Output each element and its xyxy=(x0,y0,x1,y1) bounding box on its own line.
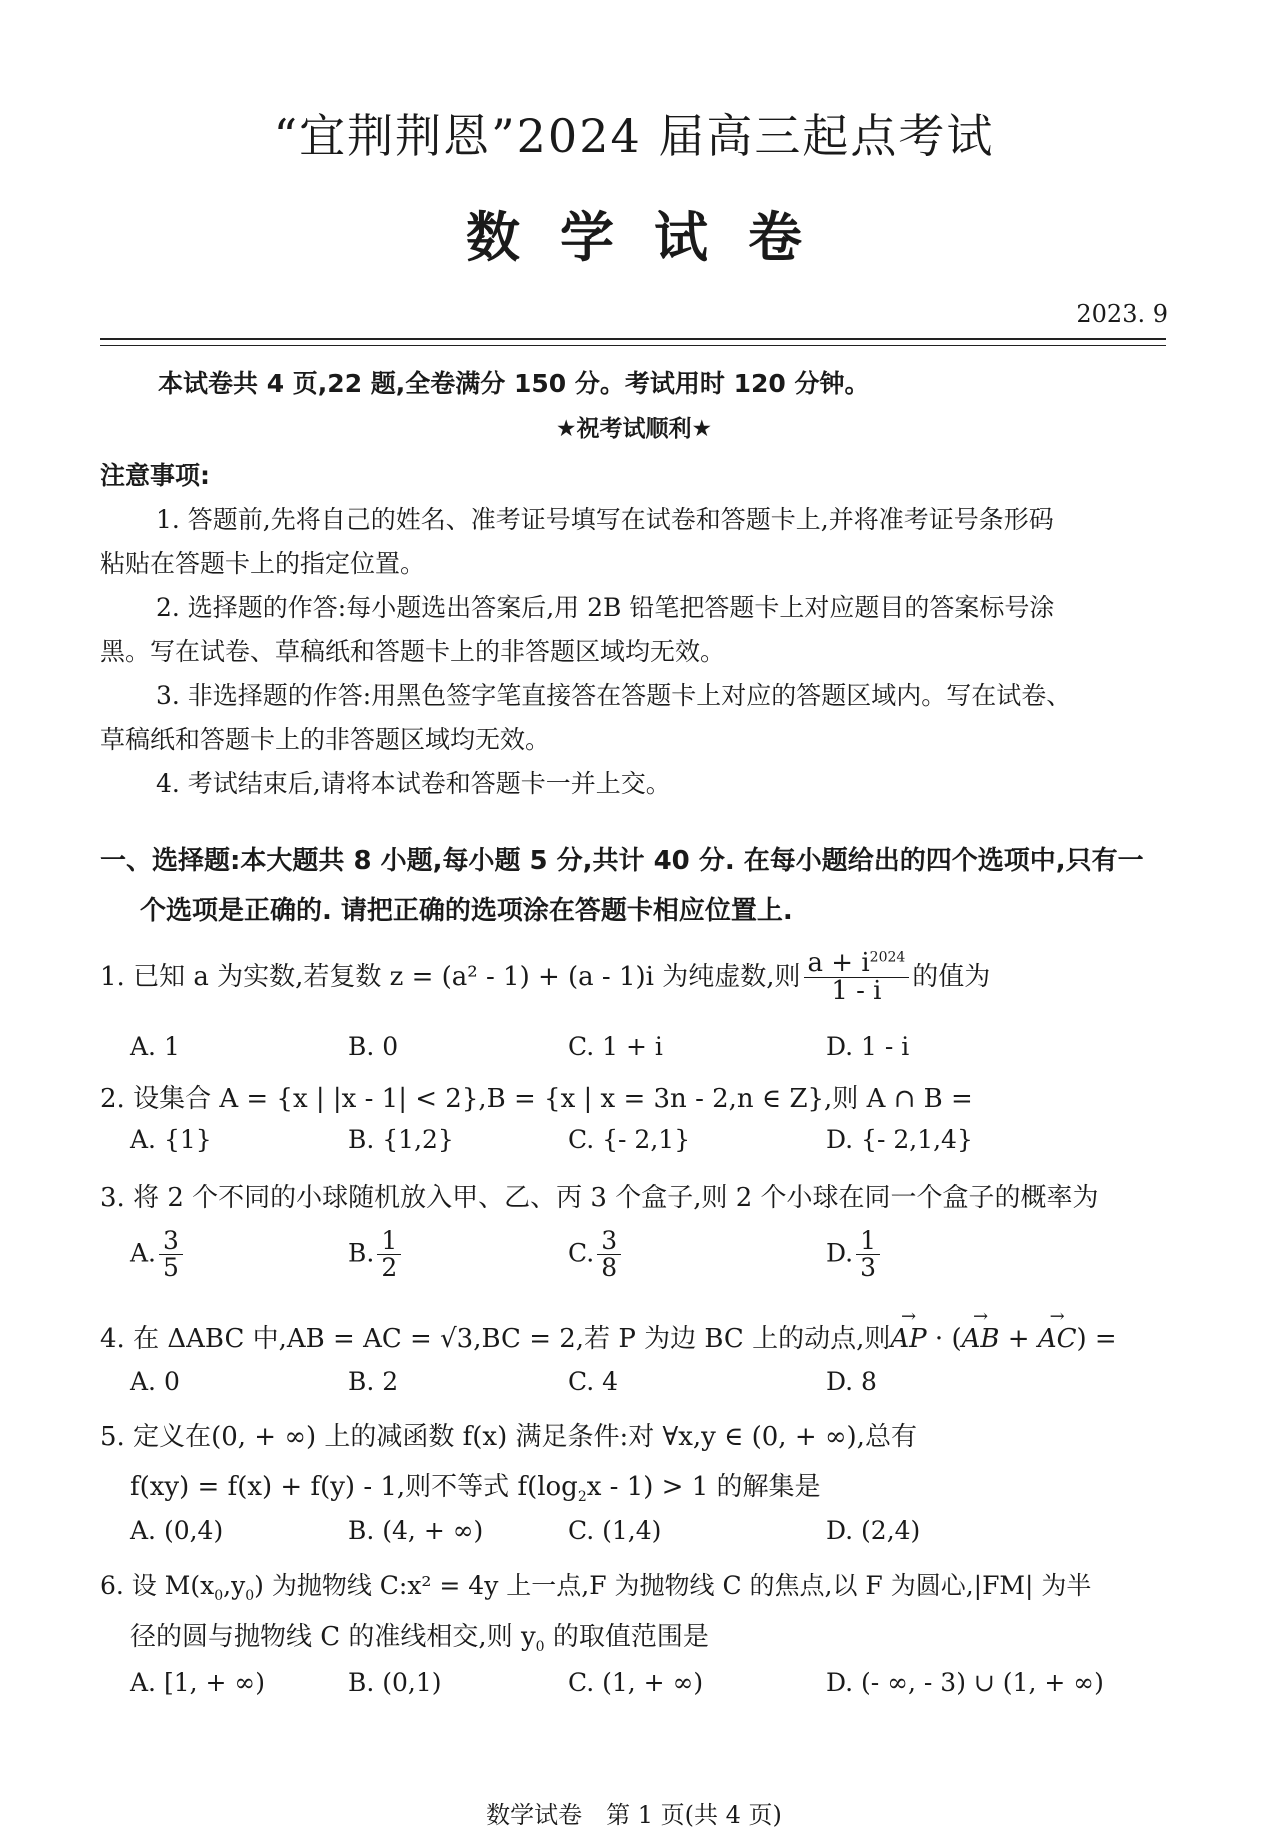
q4-stem-end: ) = xyxy=(1076,1324,1117,1354)
q5-option-b: B. (4, + ∞) xyxy=(348,1516,484,1545)
q4-vector-ap: → AP xyxy=(890,1324,926,1354)
section-heading: 一、选择题:本大题共 8 小题,每小题 5 分,共计 40 分. 在每小题给出的四个选项中,只有一 xyxy=(100,846,1144,876)
exam-date: 2023. 9 xyxy=(1076,300,1168,328)
q4-vector-ac: → AC xyxy=(1038,1324,1077,1354)
q3-option-c-num: 3 xyxy=(597,1228,621,1255)
exam-title: “宜荆荆恩”2024 届高三起点考试 xyxy=(273,109,995,163)
q5-option-a: A. (0,4) xyxy=(130,1516,224,1545)
q3-option-b-den: 2 xyxy=(381,1253,398,1283)
q6-sub-2: 0 xyxy=(245,1588,255,1604)
q3-option-a-label: A. xyxy=(130,1238,157,1268)
q4-option-a: A. 0 xyxy=(130,1367,180,1396)
q6-cont-b: 的取值范围是 xyxy=(544,1622,709,1652)
q3-option-d-num: 1 xyxy=(856,1228,880,1255)
question-2: 2. 设集合 A = {x | |x - 1| < 2},B = {x | x = 3n - 2,n ∈ Z},则 A ∩ B = xyxy=(100,1084,973,1114)
question-5-cont xyxy=(130,1466,821,1505)
notice-item-1: 1. 答题前,先将自己的姓名、准考证号填写在试卷和答题卡上,并将准考证号条形码 xyxy=(156,505,1054,534)
q4-option-b: B. 2 xyxy=(348,1367,399,1396)
q5-cont-b: x - 1) > 1 的解集是 xyxy=(586,1472,821,1502)
q3-option-a-num: 3 xyxy=(159,1228,183,1255)
q5-option-c: C. (1,4) xyxy=(568,1516,662,1545)
q6-cont-a: 径的圆与抛物线 C 的准线相交,则 y xyxy=(130,1622,536,1652)
q6-option-a: A. [1, + ∞) xyxy=(130,1668,265,1697)
notice-item-4: 4. 考试结束后,请将本试卷和答题卡一并上交。 xyxy=(156,769,671,798)
notice-item-2: 2. 选择题的作答:每小题选出答案后,用 2B 铅笔把答题卡上对应题目的答案标号涂 xyxy=(156,593,1055,622)
q6-option-c: C. (1, + ∞) xyxy=(568,1668,704,1697)
q6-c: ) 为抛物线 C:x² = 4y 上一点,F 为抛物线 C 的焦点,以 F 为圆心,|FM| 为半 xyxy=(254,1571,1092,1600)
question-6-cont xyxy=(130,1616,709,1655)
q6-option-d: D. (- ∞, - 3) ∪ (1, + ∞) xyxy=(826,1668,1104,1697)
q2-option-a: A. {1} xyxy=(130,1125,212,1154)
q1-stem-end: 的值为 xyxy=(912,961,991,992)
q4-stem: 4. 在 ΔABC 中,AB = AC = √3,BC = 2,若 P 为边 BC 上的动点,则 xyxy=(100,1324,891,1354)
exam-intro: 本试卷共 4 页,22 题,全卷满分 150 分。考试用时 120 分钟。 xyxy=(158,369,870,398)
notice-item-1-cont: 粘贴在答题卡上的指定位置。 xyxy=(100,549,426,578)
question-6 xyxy=(100,1566,1091,1604)
q3-option-a xyxy=(130,1228,186,1282)
q6-option-b: B. (0,1) xyxy=(348,1668,442,1697)
q1-frac-den: 1 - i xyxy=(831,976,882,1007)
good-luck-line: ★祝考试顺利★ xyxy=(555,416,713,442)
q4-option-c: C. 4 xyxy=(568,1367,619,1396)
q1-fraction xyxy=(804,950,910,1006)
q3-option-b xyxy=(348,1228,404,1282)
question-5: 5. 定义在(0, + ∞) 上的减函数 f(x) 满足条件:对 ∀x,y ∈ (0, + ∞),总有 xyxy=(100,1422,917,1452)
q6-cont-sub: 0 xyxy=(535,1639,545,1656)
q5-option-d: D. (2,4) xyxy=(826,1516,921,1545)
q3-option-c xyxy=(568,1228,624,1282)
q3-option-a-den: 5 xyxy=(163,1253,179,1283)
q2-option-d: D. {- 2,1,4} xyxy=(826,1125,973,1154)
q3-option-d-den: 3 xyxy=(860,1253,877,1283)
q4-plus: + xyxy=(999,1324,1038,1354)
subject-title: 数学试卷 xyxy=(466,206,842,269)
question-4 xyxy=(100,1318,1117,1355)
q2-option-b: B. {1,2} xyxy=(348,1125,454,1154)
notice-item-3: 3. 非选择题的作答:用黑色签字笔直接答在答题卡上对应的答题区域内。写在试卷、 xyxy=(156,681,1072,710)
q6-sub-1: 0 xyxy=(214,1588,224,1604)
q4-dot: · ( xyxy=(926,1324,962,1354)
q1-stem: 1. 已知 a 为实数,若复数 z = (a² - 1) + (a - 1)i 为纯虚数,则 xyxy=(100,961,801,992)
q4-option-d: D. 8 xyxy=(826,1367,877,1396)
q3-option-d xyxy=(826,1228,883,1282)
q1-option-a: A. 1 xyxy=(130,1032,180,1061)
notice-item-3-cont: 草稿纸和答题卡上的非答题区域均无效。 xyxy=(100,725,551,754)
q3-option-c-den: 8 xyxy=(601,1253,618,1283)
notice-heading: 注意事项: xyxy=(100,461,210,490)
q6-b: ,y xyxy=(223,1571,246,1600)
q2-option-c: C. {- 2,1} xyxy=(568,1125,691,1154)
divider-thin xyxy=(100,345,1166,346)
divider-thick xyxy=(100,338,1166,340)
q6-a: 6. 设 M(x xyxy=(100,1571,215,1600)
q3-option-b-label: B. xyxy=(348,1238,375,1268)
q1-frac-exp: 2024 xyxy=(869,949,906,966)
question-3: 3. 将 2 个不同的小球随机放入甲、乙、丙 3 个盒子,则 2 个小球在同一个盒子的概率为 xyxy=(100,1183,1099,1213)
q1-option-b: B. 0 xyxy=(348,1032,399,1061)
q3-option-d-label: D. xyxy=(826,1238,854,1268)
q5-cont-a: f(xy) = f(x) + f(y) - 1,则不等式 f(log xyxy=(130,1472,578,1502)
page-footer: 数学试卷 第 1 页(共 4 页) xyxy=(486,1801,782,1829)
q1-option-c: C. 1 + i xyxy=(568,1032,663,1061)
question-1 xyxy=(100,950,990,1006)
notice-item-2-cont: 黑。写在试卷、草稿纸和答题卡上的非答题区域均无效。 xyxy=(100,637,726,666)
q4-vector-ab: → AB xyxy=(962,1324,1000,1354)
section-heading-cont: 个选项是正确的. 请把正确的选项涂在答题卡相应位置上. xyxy=(140,896,793,926)
q3-option-c-label: C. xyxy=(568,1238,595,1268)
q1-frac-num: a + i xyxy=(807,948,870,978)
q5-log-base: 2 xyxy=(577,1489,587,1506)
q3-option-b-num: 1 xyxy=(377,1228,401,1255)
q1-option-d: D. 1 - i xyxy=(826,1032,910,1061)
